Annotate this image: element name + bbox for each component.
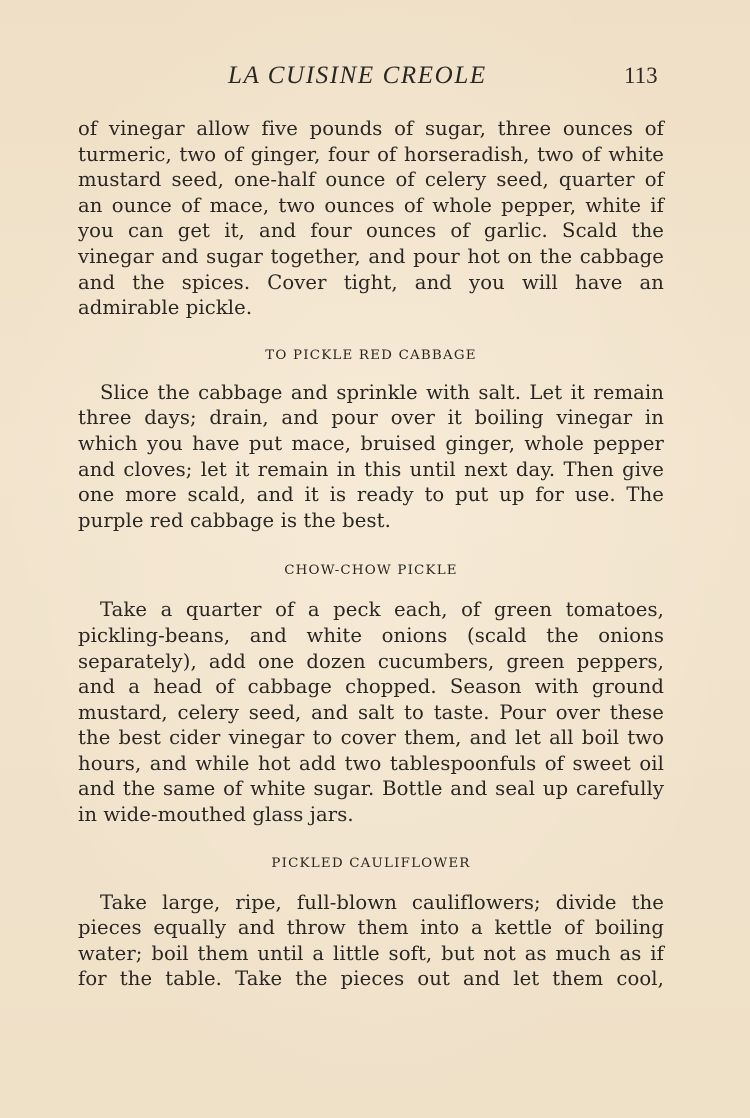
paragraph-cauliflower: Take large, ripe, full-blown cauliflowers; divide the pieces equally and throw them into a kettle of boiling water; boil them until a little soft, but not as much as if for the table. Take the pieces out and let them cool,: [78, 890, 664, 991]
section-heading-red-cabbage: TO PICKLE RED CABBAGE: [265, 347, 477, 363]
paragraph-chow-chow: Take a quarter of a peck each, of green tomatoes, pickling-beans, and white onions (scald the onions separately), add one dozen cucumbers, green peppers, and a head of cabbage chopped. Season with ground mustard, celery seed, and salt to taste. Pour over these the best cider vinegar to cover them, and let all boil two hours, and while hot add two tablespoonfuls of sweet oil and the same of white sugar. Bottle and seal up carefully in wide-mouthed glass jars.: [78, 598, 664, 827]
running-title: LA CUISINE CREOLE: [228, 62, 487, 89]
page-header: [0, 62, 750, 96]
page-number: 113: [624, 63, 658, 88]
page-body: [78, 116, 664, 992]
continuation-paragraph: of vinegar allow five pounds of sugar, three ounces of turmeric, two of ginger, four of horseradish, two of white mustard seed, one-half ounce of celery seed, quarter of an ounce of mace, two ounces of whole pepper, white if you can get it, and four ounces of garlic. Scald the vinegar and sugar together, and pour hot on the cabbage and the spices. Cover tight, and you will have an admirable pickle.: [78, 117, 664, 320]
section-heading-cauliflower: PICKLED CAULIFLOWER: [271, 855, 471, 871]
paragraph-red-cabbage: Slice the cabbage and sprinkle with salt. Let it remain three days; drain, and pour over it boiling vinegar in which you have put mace, bruised ginger, whole pepper and cloves; let it remain in this until next day. Then give one more scald, and it is ready to put up for use. The purple red cabbage is the best.: [78, 380, 664, 532]
section-heading-chow-chow: CHOW-CHOW PICKLE: [284, 563, 458, 579]
